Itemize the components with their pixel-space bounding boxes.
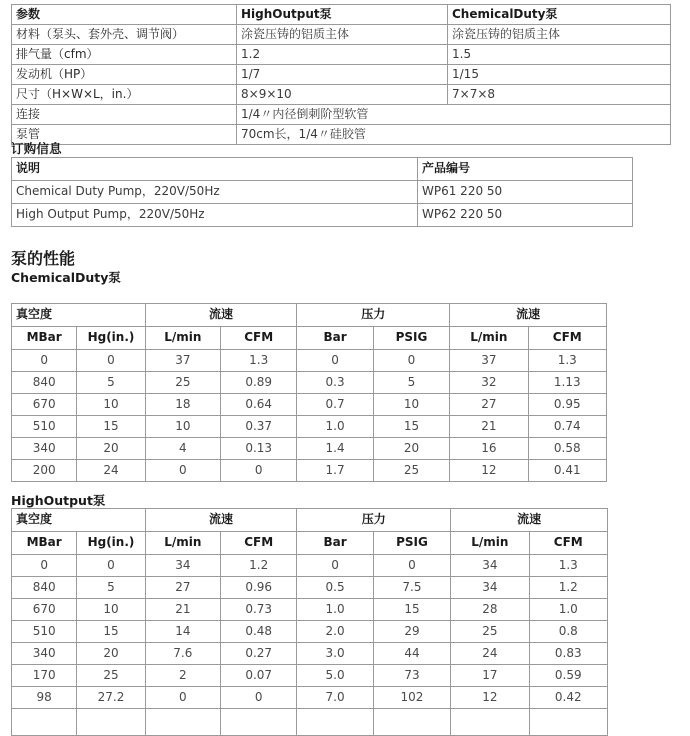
table-row (12, 105, 671, 125)
chemical-duty-cell-2-3: 0.64 (221, 394, 297, 416)
high-output-cell-5-4: 5.0 (297, 665, 373, 687)
chemical-duty-cell-2-2: 18 (145, 394, 220, 416)
high-output-cell-0-0: 0 (12, 555, 77, 577)
chemical-duty-cell-0-4: 0 (297, 350, 373, 372)
chemical-duty-cell-5-1: 24 (77, 460, 145, 482)
spec-high-output-cell-0: 涂瓷压铸的铝质主体 (237, 25, 448, 45)
chemical-duty-cell-5-0: 200 (12, 460, 77, 482)
spec-label-cell-1: 排气量（cfm） (12, 45, 237, 65)
chemical-duty-cell-2-6: 27 (450, 394, 528, 416)
chemical-duty-group-flowrate-1: 流速 (145, 304, 297, 327)
high-output-cell-5-6: 17 (451, 665, 529, 687)
table-row (12, 555, 608, 577)
high-output-unit-cell-4: Bar (297, 532, 373, 555)
spec-label-cell-5: 泵管 (12, 125, 237, 145)
high-output-cell-4-3: 0.27 (221, 643, 297, 665)
high-output-cell-6-3: 0 (221, 687, 297, 709)
chemical-duty-cell-0-6: 37 (450, 350, 528, 372)
chemical-duty-unit-cell-5: PSIG (373, 327, 449, 350)
chemical-duty-cell-0-1: 0 (77, 350, 145, 372)
table-row (12, 45, 671, 65)
spec-header-cell-2: ChemicalDuty泵 (448, 5, 671, 25)
chemical-duty-cell-5-3: 0 (221, 460, 297, 482)
spec-chemical-duty-cell-0: 涂瓷压铸的铝质主体 (448, 25, 671, 45)
chemical-duty-group-pressure: 压力 (297, 304, 450, 327)
high-output-cell-5-7: 0.59 (529, 665, 607, 687)
chemical-duty-cell-1-3: 0.89 (221, 372, 297, 394)
high-output-cell-1-7: 1.2 (529, 577, 607, 599)
high-output-cell-6-2: 0 (145, 687, 220, 709)
chemical-duty-cell-0-5: 0 (373, 350, 449, 372)
spec-value-cell-4: 1/4〃内径倒刺阶型软管 (237, 105, 671, 125)
table-group-header-row (12, 509, 608, 532)
high-output-cell-0-4: 0 (297, 555, 373, 577)
high-output-cell-0-6: 34 (451, 555, 529, 577)
high-output-unit-cell-1: Hg(in.) (77, 532, 145, 555)
table-row (12, 125, 671, 145)
chemical-duty-unit-cell-6: L/min (450, 327, 528, 350)
high-output-unit-cell-3: CFM (221, 532, 297, 555)
chemical-duty-table-body (12, 304, 607, 482)
table-row (12, 181, 633, 204)
high-output-cell-3-6: 25 (451, 621, 529, 643)
chemical-duty-cell-2-0: 670 (12, 394, 77, 416)
high-output-group-flowrate-1: 流速 (145, 509, 297, 532)
high-output-cell-0-5: 0 (373, 555, 450, 577)
high-output-cell-6-7: 0.42 (529, 687, 607, 709)
spec-label-cell-2: 发动机（HP） (12, 65, 237, 85)
high-output-group-vacuum: 真空度 (12, 509, 146, 532)
chemical-duty-cell-0-0: 0 (12, 350, 77, 372)
high-output-cell-7-2 (145, 709, 220, 736)
high-output-cell-5-1: 25 (77, 665, 145, 687)
chemical-duty-cell-3-6: 21 (450, 416, 528, 438)
chemical-duty-cell-4-1: 20 (77, 438, 145, 460)
high-output-group-pressure: 压力 (297, 509, 451, 532)
high-output-cell-2-5: 15 (373, 599, 450, 621)
table-row (12, 394, 607, 416)
table-row (12, 204, 633, 227)
high-output-unit-cell-0: MBar (12, 532, 77, 555)
high-output-cell-4-5: 44 (373, 643, 450, 665)
high-output-cell-0-7: 1.3 (529, 555, 607, 577)
high-output-cell-3-7: 0.8 (529, 621, 607, 643)
table-row (12, 665, 608, 687)
ordering-description-cell-1: High Output Pump，220V/50Hz (12, 204, 418, 227)
high-output-cell-6-5: 102 (373, 687, 450, 709)
chemical-duty-cell-5-5: 25 (373, 460, 449, 482)
chemical-duty-cell-0-7: 1.3 (528, 350, 606, 372)
chemical-duty-cell-2-5: 10 (373, 394, 449, 416)
chemical-duty-cell-5-4: 1.7 (297, 460, 373, 482)
chemical-duty-cell-4-0: 340 (12, 438, 77, 460)
high-output-cell-2-1: 10 (77, 599, 145, 621)
ordering-table (11, 157, 633, 227)
ordering-description-cell-0: Chemical Duty Pump，220V/50Hz (12, 181, 418, 204)
spec-value-cell-5: 70cm长，1/4〃硅胶管 (237, 125, 671, 145)
high-output-performance-table (11, 508, 608, 736)
chemical-duty-cell-3-4: 1.0 (297, 416, 373, 438)
high-output-cell-0-3: 1.2 (221, 555, 297, 577)
chemical-duty-cell-3-2: 10 (145, 416, 220, 438)
high-output-cell-7-5 (373, 709, 450, 736)
high-output-cell-1-4: 0.5 (297, 577, 373, 599)
chemical-duty-cell-3-0: 510 (12, 416, 77, 438)
table-row (12, 416, 607, 438)
high-output-cell-3-4: 2.0 (297, 621, 373, 643)
high-output-cell-3-3: 0.48 (221, 621, 297, 643)
chemical-duty-cell-3-5: 15 (373, 416, 449, 438)
high-output-cell-1-5: 7.5 (373, 577, 450, 599)
high-output-table-body (12, 509, 608, 736)
table-row (12, 709, 608, 736)
table-row (12, 687, 608, 709)
table-row (12, 350, 607, 372)
ordering-part-number-cell-0: WP61 220 50 (418, 181, 633, 204)
high-output-cell-1-2: 27 (145, 577, 220, 599)
spec-chemical-duty-cell-3: 7×7×8 (448, 85, 671, 105)
chemical-duty-cell-0-3: 1.3 (221, 350, 297, 372)
ordering-table-body (12, 158, 633, 227)
high-output-unit-cell-2: L/min (145, 532, 220, 555)
chemical-duty-cell-1-7: 1.13 (528, 372, 606, 394)
high-output-cell-1-1: 5 (77, 577, 145, 599)
ordering-header-cell-1: 产品编号 (418, 158, 633, 181)
chemical-duty-cell-4-7: 0.58 (528, 438, 606, 460)
chemical-duty-cell-3-1: 15 (77, 416, 145, 438)
chemical-duty-cell-3-7: 0.74 (528, 416, 606, 438)
chemical-duty-unit-cell-4: Bar (297, 327, 373, 350)
high-output-cell-7-6 (451, 709, 529, 736)
high-output-cell-3-0: 510 (12, 621, 77, 643)
table-group-header-row (12, 304, 607, 327)
chemical-duty-cell-2-1: 10 (77, 394, 145, 416)
chemical-duty-cell-1-2: 25 (145, 372, 220, 394)
chemical-duty-cell-5-7: 0.41 (528, 460, 606, 482)
chemical-duty-cell-3-3: 0.37 (221, 416, 297, 438)
high-output-sub-heading: HighOutput泵 (11, 493, 106, 508)
ordering-section-heading: 订购信息 (11, 141, 62, 156)
spec-chemical-duty-cell-2: 1/15 (448, 65, 671, 85)
spec-label-cell-0: 材料（泵头、套外壳、调节阀） (12, 25, 237, 45)
high-output-cell-1-6: 34 (451, 577, 529, 599)
spec-high-output-cell-1: 1.2 (237, 45, 448, 65)
high-output-cell-3-2: 14 (145, 621, 220, 643)
high-output-cell-1-3: 0.96 (221, 577, 297, 599)
high-output-cell-6-4: 7.0 (297, 687, 373, 709)
high-output-cell-3-1: 15 (77, 621, 145, 643)
chemical-duty-cell-4-2: 4 (145, 438, 220, 460)
spec-label-cell-3: 尺寸（H×W×L，in.） (12, 85, 237, 105)
high-output-cell-5-5: 73 (373, 665, 450, 687)
chemical-duty-unit-cell-3: CFM (221, 327, 297, 350)
table-unit-header-row (12, 327, 607, 350)
performance-section-heading: 泵的性能 (11, 249, 76, 268)
high-output-unit-cell-7: CFM (529, 532, 607, 555)
high-output-unit-cell-5: PSIG (373, 532, 450, 555)
high-output-cell-5-3: 0.07 (221, 665, 297, 687)
high-output-cell-5-0: 170 (12, 665, 77, 687)
high-output-cell-3-5: 29 (373, 621, 450, 643)
chemical-duty-cell-4-4: 1.4 (297, 438, 373, 460)
specification-table-body (12, 5, 671, 145)
high-output-cell-6-0: 98 (12, 687, 77, 709)
chemical-duty-group-vacuum: 真空度 (12, 304, 146, 327)
spec-label-cell-4: 连接 (12, 105, 237, 125)
chemical-duty-sub-heading: ChemicalDuty泵 (11, 270, 121, 285)
chemical-duty-cell-1-1: 5 (77, 372, 145, 394)
chemical-duty-cell-2-4: 0.7 (297, 394, 373, 416)
table-row (12, 460, 607, 482)
chemical-duty-cell-0-2: 37 (145, 350, 220, 372)
high-output-cell-4-6: 24 (451, 643, 529, 665)
high-output-cell-0-1: 0 (77, 555, 145, 577)
chemical-duty-cell-1-4: 0.3 (297, 372, 373, 394)
spec-header-cell-1: HighOutput泵 (237, 5, 448, 25)
table-row (12, 25, 671, 45)
high-output-cell-7-0 (12, 709, 77, 736)
table-row (12, 599, 608, 621)
table-row (12, 85, 671, 105)
chemical-duty-cell-5-2: 0 (145, 460, 220, 482)
table-row (12, 372, 607, 394)
chemical-duty-cell-1-6: 32 (450, 372, 528, 394)
chemical-duty-cell-4-3: 0.13 (221, 438, 297, 460)
table-row (12, 65, 671, 85)
high-output-cell-7-7 (529, 709, 607, 736)
high-output-cell-7-3 (221, 709, 297, 736)
chemical-duty-group-flowrate-2: 流速 (450, 304, 607, 327)
table-row (12, 643, 608, 665)
high-output-cell-2-6: 28 (451, 599, 529, 621)
table-unit-header-row (12, 532, 608, 555)
chemical-duty-cell-1-0: 840 (12, 372, 77, 394)
high-output-cell-7-4 (297, 709, 373, 736)
high-output-unit-cell-6: L/min (451, 532, 529, 555)
high-output-cell-2-3: 0.73 (221, 599, 297, 621)
spec-high-output-cell-2: 1/7 (237, 65, 448, 85)
high-output-cell-4-1: 20 (77, 643, 145, 665)
high-output-group-flowrate-2: 流速 (451, 509, 608, 532)
table-row (12, 621, 608, 643)
high-output-cell-4-4: 3.0 (297, 643, 373, 665)
table-header-row (12, 158, 633, 181)
ordering-header-cell-0: 说明 (12, 158, 418, 181)
high-output-cell-1-0: 840 (12, 577, 77, 599)
chemical-duty-performance-table (11, 303, 607, 482)
high-output-cell-2-0: 670 (12, 599, 77, 621)
chemical-duty-cell-5-6: 12 (450, 460, 528, 482)
high-output-cell-2-4: 1.0 (297, 599, 373, 621)
high-output-cell-5-2: 2 (145, 665, 220, 687)
chemical-duty-unit-cell-0: MBar (12, 327, 77, 350)
high-output-cell-4-7: 0.83 (529, 643, 607, 665)
high-output-cell-7-1 (77, 709, 145, 736)
chemical-duty-cell-4-6: 16 (450, 438, 528, 460)
high-output-cell-4-0: 340 (12, 643, 77, 665)
chemical-duty-cell-2-7: 0.95 (528, 394, 606, 416)
table-row (12, 438, 607, 460)
chemical-duty-cell-1-5: 5 (373, 372, 449, 394)
specification-table (11, 4, 671, 145)
chemical-duty-unit-cell-7: CFM (528, 327, 606, 350)
chemical-duty-unit-cell-1: Hg(in.) (77, 327, 145, 350)
spec-high-output-cell-3: 8×9×10 (237, 85, 448, 105)
high-output-cell-2-2: 21 (145, 599, 220, 621)
spec-chemical-duty-cell-1: 1.5 (448, 45, 671, 65)
chemical-duty-cell-4-5: 20 (373, 438, 449, 460)
chemical-duty-unit-cell-2: L/min (145, 327, 220, 350)
table-row (12, 577, 608, 599)
high-output-cell-6-1: 27.2 (77, 687, 145, 709)
high-output-cell-6-6: 12 (451, 687, 529, 709)
high-output-cell-2-7: 1.0 (529, 599, 607, 621)
high-output-cell-4-2: 7.6 (145, 643, 220, 665)
ordering-part-number-cell-1: WP62 220 50 (418, 204, 633, 227)
high-output-cell-0-2: 34 (145, 555, 220, 577)
spec-header-cell-0: 参数 (12, 5, 237, 25)
table-header-row (12, 5, 671, 25)
